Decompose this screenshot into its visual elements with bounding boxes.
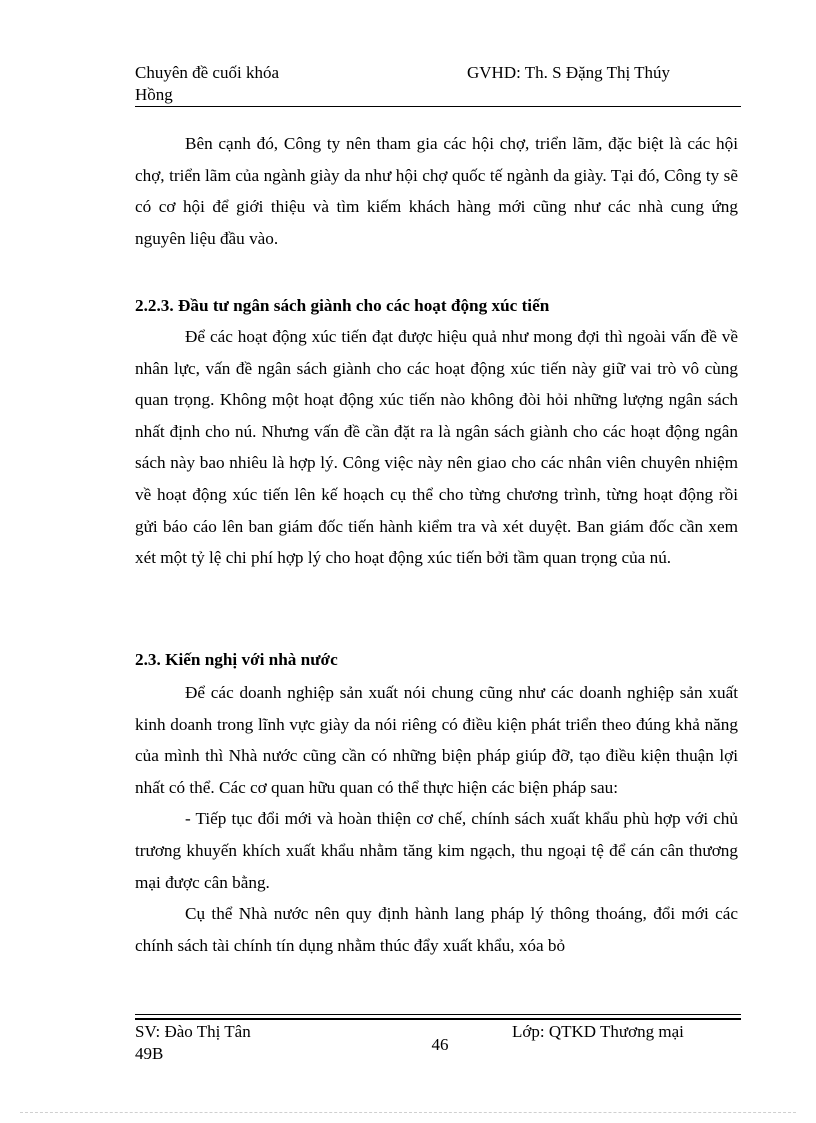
section-heading: 2.2.3. Đầu tư ngân sách giành cho các hoạt động xúc tiến: [135, 296, 550, 315]
paragraph-budget: [135, 321, 738, 574]
heading-section-2-3: [135, 644, 738, 676]
heading-section-2-2-3: [135, 290, 738, 322]
footer-student-class-code: 49B: [135, 1044, 164, 1063]
footer-divider-thin: [135, 1014, 741, 1015]
page-bottom-edge: [20, 1112, 796, 1113]
paragraph-text: Bên cạnh đó, Công ty nên tham gia các hội chợ, triển lãm, đặc biệt là các hội chợ, triển lãm của ngành giày da như hội chợ quốc tế ngành da giày. Tại đó, Công ty sẽ có cơ hội để giới thiệu và tìm kiếm khách hàng mới cũng như các nhà cung ứng nguyên liệu đầu vào.: [135, 134, 738, 248]
header-course-title: Chuyên đề cuối khóa: [135, 63, 279, 82]
header-supervisor: GVHD: Th. S Đặng Thị Thúy: [467, 63, 671, 82]
paragraph-state-recommendations: [135, 677, 738, 961]
paragraph-text: - Tiếp tục đổi mới và hoàn thiện cơ chế, chính sách xuất khẩu phù hợp với chủ trương khuyến khích xuất khẩu nhằm tăng kim ngạch, thu ngoại tệ để cán cân thương mại được cân bằng.: [135, 809, 738, 892]
paragraph-text: Để các doanh nghiệp sản xuất nói chung cũng như các doanh nghiệp sản xuất kinh doanh trong lĩnh vực giày da nói riêng có điều kiện phát triển theo đúng khả năng của mình thì Nhà nước cũng cần có những biện pháp giúp đỡ, tạo điều kiện thuận lợi nhất có thể. Các cơ quan hữu quan có thể thực hiện các biện pháp sau:: [135, 683, 738, 797]
footer-divider-thick: [135, 1018, 741, 1020]
paragraph-text: Để các hoạt động xúc tiến đạt được hiệu quả như mong đợi thì ngoài vấn đề về nhân lực, vấn đề ngân sách giành cho các hoạt động xúc tiến này giữ vai trò vô cùng quan trọng. Không một hoạt động xúc tiến nào không đòi hỏi những lượng ngân sách nhất định cho nú. Nhưng vấn đề cần đặt ra là ngân sách giành cho các hoạt động ngân sách này bao nhiêu là hợp lý. Công việc này nên giao cho các nhân viên chuyên nhiệm về hoạt động xúc tiến lên kế hoạch cụ thể cho từng chương trình, từng hoạt động rồi gửi báo cáo lên ban giám đốc tiến hành kiểm tra và xét duyệt. Ban giám đốc cần xem xét một tỷ lệ chi phí hợp lý cho hoạt động xúc tiến bởi tầm quan trọng của nú.: [135, 327, 738, 568]
footer-student: [135, 1021, 285, 1065]
section-heading: 2.3. Kiến nghị với nhà nước: [135, 650, 338, 669]
header-course-title-cont: Hồng: [135, 85, 173, 104]
paragraph-text: Cụ thể Nhà nước nên quy định hành lang pháp lý thông thoáng, đổi mới các chính sách tài chính tín dụng nhằm thúc đẩy xuất khẩu, xóa bỏ: [135, 904, 738, 955]
header-left: [135, 62, 335, 106]
page-number: 46: [431, 1035, 449, 1054]
header-divider: [135, 106, 741, 107]
footer-student-name: SV: Đào Thị Tân: [135, 1022, 251, 1041]
footer-class: Lớp: QTKD Thương mại: [512, 1022, 684, 1041]
page-header: [135, 62, 741, 106]
paragraph-trade-fairs: [135, 128, 738, 254]
